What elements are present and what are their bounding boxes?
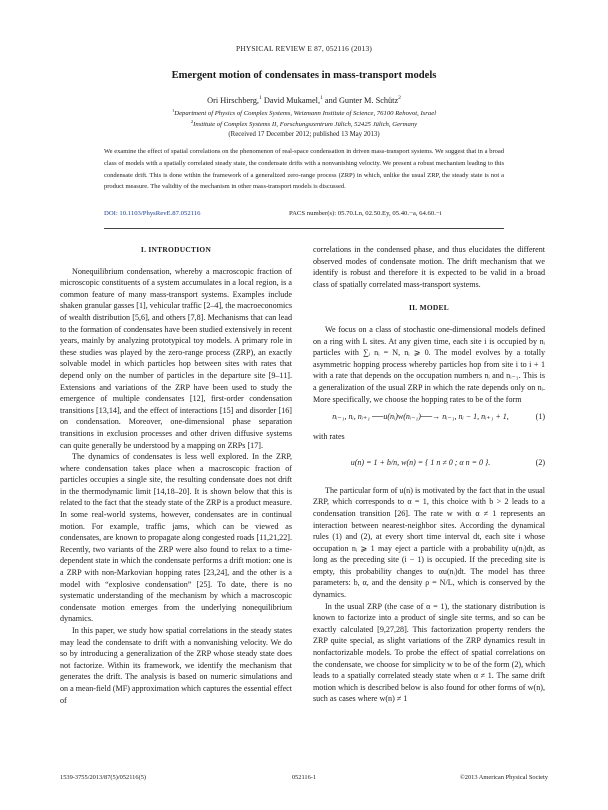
affiliation-text: Institute of Complex Systems II, Forschungszentrum Jülich, 52425 Jülich, Germany (193, 121, 418, 129)
section-heading-introduction: I. INTRODUCTION (140, 245, 212, 254)
running-head: PHYSICAL REVIEW E 87, 052116 (2013) (235, 44, 373, 53)
header-divider (104, 228, 504, 229)
doi-pacs-line (104, 210, 504, 217)
affiliation-text: Department of Physics of Complex Systems, Weizmann Institute of Science, 76100 Rehovot, Israel (174, 110, 437, 118)
author-name: Ori Hirschberg, (207, 95, 259, 105)
equation-body: nᵢ₋₁, nᵢ, nᵢ₊₁ ──u(nᵢ)w(nᵢ₋₁)──→ nᵢ₋₁, nᵢ − 1, nᵢ₊₁ + 1, (332, 412, 509, 422)
paragraph: Nonequilibrium condensation, whereby a macroscopic fraction of microscopic constituents of a system accumulates in a local region, is a common feature of many mass-transport systems. Examples include shaken granular gasses [1], vehicular traffic [2–4], the macroeconomics of wealth distribution [5,6], and others [7,8]. Mechanisms that can lead to the formation of condensates have been studied extensively in recent years, mainly by analyzing prototypical toy models. A primary role in these studies was played by the zero-range process (ZRP), an exactly solvable model in which particles hop between sites with rates that depend only on the number of particles in the departure site [9–11]. Extensions and variations of the ZRP have been used to study the emergence of multiple condensates [12], first-order condensation transitions [13,14], and the effect of interactions [15] and disorder [16] on condensation. Moreover, one-dimensional phase separation transitions in exclusion processes and other driven diffusive systems can quite generally be understood by a mapping on ZRPs [17]. (60, 266, 292, 450)
section-heading-model: II. MODEL (408, 303, 450, 313)
paragraph: We focus on a class of stochastic one-dimensional models defined on a ring with L sites. At any given time, each site i is occupied by nᵢ particles with ∑ᵢ nᵢ = N, nᵢ ⩾ 0. The model evolves by a totally asymmetric hopping process whereby particles hop from site i to i + 1 with a rate that depends on the occupation numbers nᵢ and nᵢ₋₁. This is a generalization of the usual ZRP in which the rate depends only on nᵢ. More specifically, we choose the hopping rates to be of the form (313, 324, 545, 404)
author-name: David Mukamel, (261, 95, 321, 105)
author-name: and Gunter M. Schütz (322, 95, 399, 105)
author-affil-mark: 2 (398, 95, 401, 101)
doi-link[interactable]: DOI: 10.1103/PhysRevE.87.052116 (104, 210, 201, 217)
affiliation (0, 108, 608, 117)
paragraph: with rates (313, 432, 345, 442)
author-affil-mark: 1 (320, 95, 323, 101)
footer-page-number: 052116-1 (291, 774, 317, 781)
affiliation (0, 119, 608, 128)
received-dates: (Received 17 December 2012; published 13 May 2013) (228, 131, 380, 138)
paragraph: The dynamics of condensates is less well explored. In the ZRP, where condensation takes place when a macroscopic fraction of particles occupies a single site, the resulting condensate does not drift in the thermodynamic limit [14,18–20]. It is shown below that this is related to the fact that the steady state of the ZRP is a product measure. In some real-world systems, however, condensates are in continual motion. For example, traffic jams, which can be viewed as condensates, are known to propagate along congested roads [11,21,22]. Recently, two variants of the ZRP were also found to relax to a time-dependent state in which the condensate performs a drift motion: one is a ZRP with non-Markovian hopping rates [23,24], and the other is a model with “explosive condensation” [25]. To date, there is no systematic understanding of the mechanism by which a macroscopic condensate motion emerges from the underlying nonequilibrium dynamics. (60, 452, 292, 624)
equation-body: u(n) = 1 + b/n, w(n) = { 1 n ≠ 0 ; α n = 0 }. (350, 457, 491, 467)
equation-number: (2) (535, 457, 545, 467)
paragraph: The particular form of u(n) is motivated by the fact that in the usual ZRP, which corresponds to α = 1, this choice with b > 2 leads to a condensation transition [26]. The rate w with α ≠ 1 represents an interaction between nearest-neighbor sites. According the dynamical rules (1) and (2), at every short time interval dt, each site i whose occupation nᵢ ⩾ 1 may eject a particle with a probability u(nᵢ)dt, as long as the preceding site (i − 1) is occupied. If the preceding site is empty, this probability changes to αu(nᵢ)dt. The model has three parameters: b, α, and the density ρ = N/L, which is conserved by the dynamics. (313, 485, 545, 600)
footer-issn: 1539-3755/2013/87(5)/052116(5) (60, 774, 147, 781)
equation-1 (313, 411, 545, 425)
footer-copyright: ©2013 American Physical Society (459, 774, 548, 781)
author-list (0, 95, 608, 105)
affiliation-mark: 1 (171, 108, 175, 113)
paragraph: correlations in the condensed phase, and thus elucidates the different observed modes of condensate motion. The drift mechanism that we identify is robust and therefore it is expected to be valid in a broad class of spatially correlated mass-transport systems. (313, 245, 545, 289)
right-column (313, 244, 545, 705)
paragraph: In this paper, we study how spatial correlations in the steady states may lead the condensate to drift with a nonvanishing velocity. We do so by introducing a generalization of the ZRP whose steady state does not factorize. Within its framework, we identify the mechanism that generates the drift. The analysis is based on numeric simulations and on a mean-field (MF) approximation which captures the essential effect of (60, 626, 293, 705)
author-affil-mark: 1 (259, 95, 262, 101)
paper-title: Emergent motion of condensates in mass-transport models (171, 70, 437, 81)
abstract: We examine the effect of spatial correlations on the phenomenon of real-space condensation in driven mass-transport systems. We suggest that in a broad class of models with a spatially correlated steady state, the condensate drifts with a nonvanishing velocity. We present a robust mechanism leading to this condensate drift. This is done within the framework of a generalized zero-range process (ZRP) in which, unlike the usual ZRP, the steady state is not a product measure. The validity of the mechanism in other mass-transport models is discussed. (104, 148, 504, 191)
paragraph: In the usual ZRP (the case of α = 1), the stationary distribution is known to factorize into a product of single site terms, and so can be exactly calculated [9,27,28]. This factorization property renders the ZRP quite special, as slight variations of the ZRP dynamics result in nonfactorizable models. To probe the effect of spatial correlations on the condensate, we choose for simplicity w to be of the form (2), which leads to a spatially correlated steady state when α ≠ 1. The same drift motion which is described below is also found for other forms of w(n), such as cases where w(n) ≠ 1 (313, 601, 545, 704)
left-column (60, 244, 292, 706)
pacs-numbers: PACS number(s): 05.70.Ln, 02.50.Ey, 05.40.−a, 64.60.−i (289, 210, 442, 217)
equation-2 (313, 449, 545, 479)
equation-number: (1) (535, 412, 545, 422)
affiliation-mark: 2 (190, 119, 194, 124)
